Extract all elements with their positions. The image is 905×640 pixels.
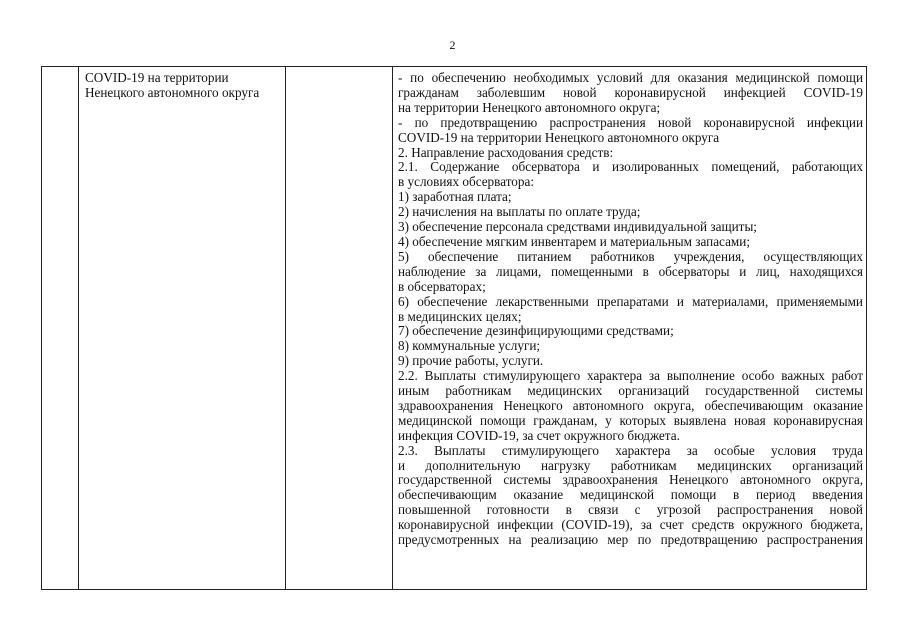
- description-line: 6) обеспечение лекарственными препаратами и материалами, применяемыми: [398, 293, 863, 309]
- description-line: 2.2. Выплаты стимулирующего характера за выполнение особо важных работ: [398, 368, 863, 384]
- cell-text-line: Ненецкого автономного округа: [85, 84, 260, 100]
- description-line: 2. Направление расходования средств:: [398, 144, 614, 160]
- description-line: COVID-19 на территории Ненецкого автономного округа: [398, 129, 720, 145]
- column-divider-2: [285, 67, 286, 589]
- description-line: здравоохранения Ненецкого автономного округа, обеспечивающим оказание: [398, 397, 863, 413]
- description-line: иным работникам медицинских организаций государственной системы: [398, 383, 863, 399]
- description-line: 9) прочие работы, услуги.: [398, 353, 544, 369]
- table-cell-measure-name: [85, 71, 281, 101]
- description-line: обеспечивающим оказание медицинской помощи в период введения: [398, 487, 863, 503]
- description-line: наблюдение за лицами, помещенными в обсерваторы и лиц, находящихся: [398, 263, 863, 279]
- description-line: 2.1. Содержание обсерватора и изолированных помещений, работающих: [398, 159, 863, 175]
- description-line: в условиях обсерватора:: [398, 174, 535, 190]
- description-line: повышенной готовности в связи с угрозой распространения новой: [398, 502, 863, 518]
- description-line: 1) заработная плата;: [398, 189, 512, 205]
- page-number: 2: [449, 38, 456, 52]
- description-line: инфекция COVID-19, за счет окружного бюджета.: [398, 427, 680, 443]
- description-line: коронавирусной инфекции (COVID-19), за счет средств окружного бюджета,: [398, 517, 863, 533]
- description-line: - по обеспечению необходимых условий для оказания медицинской помощи: [398, 70, 863, 85]
- description-line: и дополнительную нагрузку работникам медицинских организаций: [398, 457, 863, 473]
- column-divider-1: [78, 67, 79, 589]
- description-line: 3) обеспечение персонала средствами индивидуальной защиты;: [398, 219, 757, 235]
- cell-text-line: COVID-19 на территории: [85, 70, 229, 85]
- description-line: в обсерваторах;: [398, 278, 486, 294]
- description-line: на территории Ненецкого автономного округа;: [398, 99, 661, 115]
- description-line: гражданам заболевшим новой коронавирусной инфекцией COVID-19: [398, 84, 863, 100]
- description-line: 2.3. Выплаты стимулирующего характера за особые условия труда: [398, 442, 863, 458]
- description-line: - по предотвращению распространения новой коронавирусной инфекции: [398, 114, 863, 130]
- table-cell-description: [398, 71, 863, 548]
- description-line: 4) обеспечение мягким инвентарем и материальным запасами;: [398, 233, 750, 249]
- description-line: предусмотренных на реализацию мер по предотвращению распространения: [398, 532, 863, 548]
- description-line: медицинской помощи гражданам, у которых выявлена новая коронавирусная: [398, 412, 863, 428]
- description-line: 7) обеспечение дезинфицирующими средствами;: [398, 323, 674, 339]
- description-line: 8) коммунальные услуги;: [398, 338, 541, 354]
- description-line: государственной системы здравоохранения Ненецкого автономного округа,: [398, 472, 863, 488]
- description-line: 5) обеспечение питанием работников учреждения, осуществляющих: [398, 248, 863, 264]
- description-line: в медицинских целях;: [398, 308, 522, 324]
- description-line: 2) начисления на выплаты по оплате труда;: [398, 204, 641, 220]
- column-divider-3: [392, 67, 393, 589]
- document-table: [41, 66, 867, 590]
